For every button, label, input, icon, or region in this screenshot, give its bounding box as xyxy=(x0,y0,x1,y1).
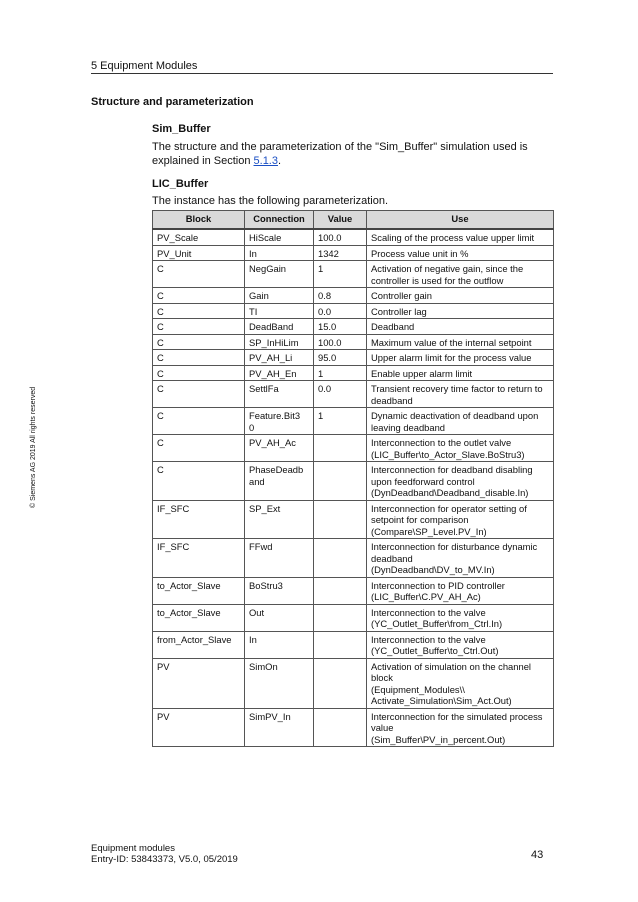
connection-cell: SP_InHiLim xyxy=(245,334,314,350)
use-cell: Interconnection to PID controller (LIC_Buffer\C.PV_AH_Ac) xyxy=(367,577,554,604)
use-cell: Activation of simulation on the channel block (Equipment_Modules\\ Activate_Simulation\Sim_Act.Out) xyxy=(367,658,554,708)
use-cell: Interconnection to the valve (YC_Outlet_Buffer\to_Ctrl.Out) xyxy=(367,631,554,658)
connection-cell: Gain xyxy=(245,288,314,304)
block-cell: from_Actor_Slave xyxy=(153,631,245,658)
value-cell: 15.0 xyxy=(314,319,367,335)
connection-cell: PV_AH_Ac xyxy=(245,435,314,462)
block-cell: C xyxy=(153,408,245,435)
value-cell xyxy=(314,631,367,658)
block-cell: PV xyxy=(153,658,245,708)
sim-buffer-heading: Sim_Buffer xyxy=(152,123,211,135)
connection-cell: FFwd xyxy=(245,539,314,578)
value-cell xyxy=(314,435,367,462)
table-row xyxy=(153,408,554,435)
column-header-block: Block xyxy=(153,211,245,230)
connection-cell: Out xyxy=(245,604,314,631)
sim-buffer-paragraph xyxy=(152,140,552,168)
block-cell: C xyxy=(153,365,245,381)
column-header-connection: Connection xyxy=(245,211,314,230)
block-cell: IF_SFC xyxy=(153,539,245,578)
use-cell: Interconnection to the valve (YC_Outlet_Buffer\from_Ctrl.In) xyxy=(367,604,554,631)
value-cell: 100.0 xyxy=(314,334,367,350)
table-row xyxy=(153,303,554,319)
block-cell: C xyxy=(153,462,245,501)
table-row xyxy=(153,319,554,335)
use-cell: Process value unit in % xyxy=(367,245,554,261)
table-header-row xyxy=(153,211,554,230)
block-cell: to_Actor_Slave xyxy=(153,577,245,604)
use-cell: Transient recovery time factor to return to deadband xyxy=(367,381,554,408)
value-cell: 0.0 xyxy=(314,381,367,408)
sim-buffer-text-end: . xyxy=(277,155,282,167)
table-row xyxy=(153,539,554,578)
table-row xyxy=(153,245,554,261)
block-cell: C xyxy=(153,435,245,462)
block-cell: C xyxy=(153,319,245,335)
use-cell: Enable upper alarm limit xyxy=(367,365,554,381)
table-row xyxy=(153,261,554,288)
value-cell: 95.0 xyxy=(314,350,367,366)
use-cell: Upper alarm limit for the process value xyxy=(367,350,554,366)
connection-cell: HiScale xyxy=(245,229,314,245)
use-cell: Interconnection for disturbance dynamic deadband (DynDeadband\DV_to_MV.In) xyxy=(367,539,554,578)
block-cell: C xyxy=(153,303,245,319)
table-row xyxy=(153,631,554,658)
block-cell: C xyxy=(153,334,245,350)
connection-cell: BoStru3 xyxy=(245,577,314,604)
table-row xyxy=(153,435,554,462)
connection-cell: NegGain xyxy=(245,261,314,288)
use-cell: Interconnection for operator setting of setpoint for comparison (Compare\SP_Level.PV_In) xyxy=(367,500,554,539)
connection-cell: TI xyxy=(245,303,314,319)
sim-buffer-text: The structure and the parameterization of the "Sim_Buffer" simulation used is explained in Section xyxy=(152,141,528,167)
block-cell: PV_Scale xyxy=(153,229,245,245)
footer-entry-id: Entry-ID: 53843373, V5.0, 05/2019 xyxy=(91,854,238,865)
use-cell: Controller lag xyxy=(367,303,554,319)
table-row xyxy=(153,381,554,408)
lic-buffer-heading: LIC_Buffer xyxy=(152,178,209,190)
block-cell: IF_SFC xyxy=(153,500,245,539)
table-row xyxy=(153,350,554,366)
table-row xyxy=(153,334,554,350)
use-cell: Maximum value of the internal setpoint xyxy=(367,334,554,350)
chapter-header: 5 Equipment Modules xyxy=(91,60,553,74)
use-cell: Dynamic deactivation of deadband upon leaving deadband xyxy=(367,408,554,435)
value-cell: 1 xyxy=(314,365,367,381)
value-cell xyxy=(314,577,367,604)
block-cell: C xyxy=(153,350,245,366)
use-cell: Interconnection for deadband disabling upon feedforward control (DynDeadband\Deadband_disable.In) xyxy=(367,462,554,501)
block-cell: PV_Unit xyxy=(153,245,245,261)
table-row xyxy=(153,462,554,501)
parameter-table xyxy=(152,210,554,747)
table-row xyxy=(153,365,554,381)
value-cell: 0.8 xyxy=(314,288,367,304)
value-cell: 100.0 xyxy=(314,229,367,245)
block-cell: C xyxy=(153,381,245,408)
connection-cell: SimOn xyxy=(245,658,314,708)
connection-cell: PV_AH_Li xyxy=(245,350,314,366)
value-cell xyxy=(314,604,367,631)
table-row xyxy=(153,708,554,747)
block-cell: to_Actor_Slave xyxy=(153,604,245,631)
value-cell: 1 xyxy=(314,408,367,435)
connection-cell: SettlFa xyxy=(245,381,314,408)
connection-cell: SimPV_In xyxy=(245,708,314,747)
footer xyxy=(91,843,238,865)
page-number: 43 xyxy=(531,849,544,861)
use-cell: Scaling of the process value upper limit xyxy=(367,229,554,245)
value-cell: 1342 xyxy=(314,245,367,261)
value-cell xyxy=(314,658,367,708)
section-link[interactable]: 5.1.3 xyxy=(253,155,278,167)
connection-cell: In xyxy=(245,245,314,261)
column-header-use: Use xyxy=(367,211,554,230)
value-cell xyxy=(314,539,367,578)
footer-title: Equipment modules xyxy=(91,843,175,854)
connection-cell: In xyxy=(245,631,314,658)
connection-cell: SP_Ext xyxy=(245,500,314,539)
use-cell: Interconnection to the outlet valve (LIC_Buffer\to_Actor_Slave.BoStru3) xyxy=(367,435,554,462)
connection-cell: PV_AH_En xyxy=(245,365,314,381)
use-cell: Controller gain xyxy=(367,288,554,304)
block-cell: PV xyxy=(153,708,245,747)
use-cell: Activation of negative gain, since the controller is used for the outflow xyxy=(367,261,554,288)
value-cell xyxy=(314,462,367,501)
table-row xyxy=(153,604,554,631)
table-row xyxy=(153,229,554,245)
table-row xyxy=(153,577,554,604)
side-copyright: © Siemens AG 2019 All rights reserved xyxy=(30,386,37,508)
value-cell xyxy=(314,500,367,539)
use-cell: Interconnection for the simulated process value (Sim_Buffer\PV_in_percent.Out) xyxy=(367,708,554,747)
lic-buffer-intro: The instance has the following parameterization. xyxy=(152,195,389,207)
table-row xyxy=(153,658,554,708)
column-header-value: Value xyxy=(314,211,367,230)
value-cell: 0.0 xyxy=(314,303,367,319)
value-cell: 1 xyxy=(314,261,367,288)
connection-cell: Feature.Bit3 0 xyxy=(245,408,314,435)
use-cell: Deadband xyxy=(367,319,554,335)
table-row xyxy=(153,288,554,304)
connection-cell: DeadBand xyxy=(245,319,314,335)
connection-cell: PhaseDeadb and xyxy=(245,462,314,501)
block-cell: C xyxy=(153,288,245,304)
table-row xyxy=(153,500,554,539)
section-title: Structure and parameterization xyxy=(91,96,254,108)
value-cell xyxy=(314,708,367,747)
block-cell: C xyxy=(153,261,245,288)
